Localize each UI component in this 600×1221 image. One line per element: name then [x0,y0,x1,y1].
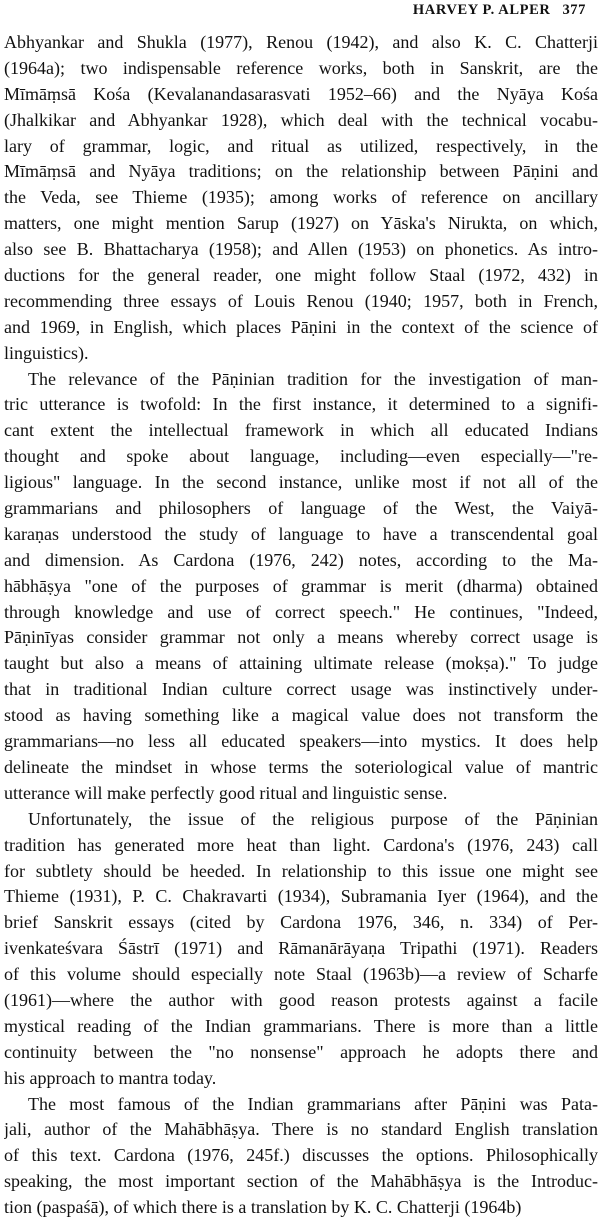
body-text [4,30,598,1221]
text-line: also see B. Bhattacharya (1958); and Allen (1953) on phonetics. As intro- [4,239,598,260]
text-line: tion (paspaśā), of which there is a translation by K. C. Chatterji (1964b) [4,1197,522,1218]
text-line: The most famous of the Indian grammarians after Pāṇini was Pata- [28,1093,598,1114]
text-line: stood as having something like a magical value does not transform the [4,705,598,726]
text-line: matters, one might mention Sarup (1927) on Yāska's Nirukta, on which, [4,213,598,234]
text-line: and 1969, in English, which places Pāṇini in the context of the science of [4,316,598,337]
text-line: continuity between the "no nonsense" approach he adopts there and [4,1041,598,1062]
text-line: taught but also a means of attaining ultimate release (mokṣa)." To judge [4,653,598,674]
running-head-author: HARVEY P. ALPER [412,2,551,18]
text-line: (1961)—where the author with good reason protests against a facile [4,989,598,1010]
text-line: and dimension. As Cardona (1976, 242) notes, according to the Ma- [4,549,598,570]
text-line: tradition has generated more heat than light. Cardona's (1976, 243) call [4,834,598,855]
paragraph [4,1092,598,1221]
text-line: hābhāṣya "one of the purposes of grammar is merit (dharma) obtained [4,575,598,596]
text-line: linguistics). [4,342,89,363]
text-line: that in traditional Indian culture correct usage was instinctively under- [4,679,598,700]
text-line: ductions for the general reader, one might follow Staal (1972, 432) in [4,265,598,286]
text-line: lary of grammar, logic, and ritual as utilized, respectively, in the [4,135,598,156]
paragraph [4,807,598,1092]
text-line: mystical reading of the Indian grammarians. There is more than a little [4,1015,598,1036]
text-line: cant extent the intellectual framework in which all educated Indians [4,420,598,441]
text-line: (Jhalkikar and Abhyankar 1928), which deal with the technical vocabu- [4,109,598,130]
paragraph [4,30,598,367]
paragraph [4,367,598,807]
text-line: of this text. Cardona (1976, 245f.) discusses the options. Philosophically [4,1145,598,1166]
text-line: his approach to mantra today. [4,1067,217,1088]
text-line: for subtlety should be heeded. In relationship to this issue one might see [4,860,598,881]
text-line: ligious" language. In the second instance, unlike most if not all of the [4,472,598,493]
text-line: Unfortunately, the issue of the religious purpose of the Pāṇinian [28,808,598,829]
text-line: Thieme (1931), P. C. Chakravarti (1934), Subramania Iyer (1964), and the [4,886,598,907]
text-line: karaṇas understood the study of language to have a transcendental goal [4,523,598,544]
text-line: utterance will make perfectly good ritual and linguistic sense. [4,782,448,803]
text-line: Pāṇinīyas consider grammar not only a means whereby correct usage is [4,627,598,648]
running-head [413,2,586,19]
text-line: Mīmāṃsā Kośa (Kevalanandasarasvati 1952–66) and the Nyāya Kośa [4,83,598,104]
text-line: jali, author of the Mahābhāṣya. There is no standard English translation [4,1119,598,1140]
text-line: Abhyankar and Shukla (1977), Renou (1942), and also K. C. Chatterji [4,32,598,52]
text-line: thought and spoke about language, including—even especially—"re- [4,446,598,467]
text-line: through knowledge and use of correct speech." He continues, "Indeed, [4,601,598,622]
text-line: Mīmāṃsā and Nyāya traditions; on the relationship between Pāṇini and [4,161,598,182]
page-number: 377 [562,2,586,18]
text-line: grammarians and philosophers of language of the West, the Vaiyā- [4,498,598,519]
text-line: The relevance of the Pāṇinian tradition for the investigation of man- [28,368,598,389]
text-line: (1964a); two indispensable reference works, both in Sanskrit, are the [4,57,598,78]
text-line: grammarians—no less all educated speakers—into mystics. It does help [4,731,598,752]
text-line: recommending three essays of Louis Renou (1940; 1957, both in French, [4,290,598,311]
text-line: speaking, the most important section of the Mahābhāṣya is the Introduc- [4,1171,598,1192]
text-line: brief Sanskrit essays (cited by Cardona 1976, 346, n. 334) of Per- [4,912,598,933]
text-line: delineate the mindset in whose terms the soteriological value of mantric [4,756,598,777]
text-line: of this volume should especially note Staal (1963b)—a review of Scharfe [4,964,598,985]
text-line: tric utterance is twofold: In the first instance, it determined to a signifi- [4,394,598,415]
text-line: ivenkateśvara Śāstrī (1971) and Rāmanārāyaṇa Tripathi (1971). Readers [4,938,598,959]
text-line: the Veda, see Thieme (1935); among works of reference on ancillary [4,187,598,208]
